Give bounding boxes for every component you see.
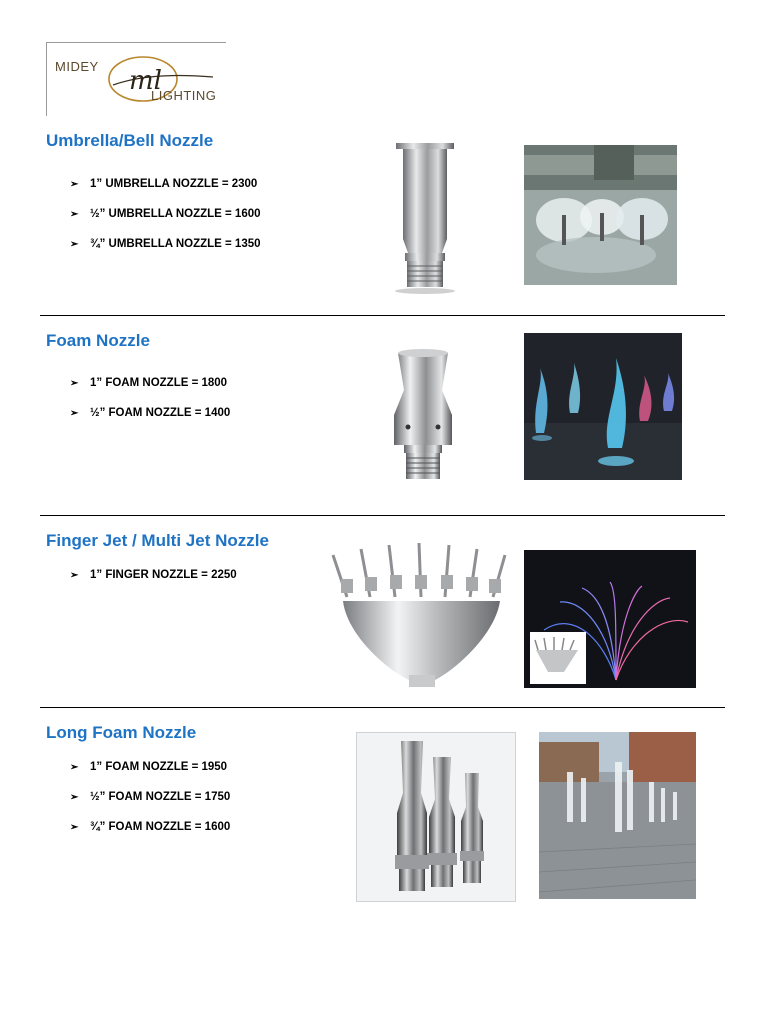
item-text: ½” UMBRELLA NOZZLE = 1600 [90,208,261,220]
company-logo [46,42,226,116]
item-text: ½” FOAM NOZZLE = 1400 [90,407,231,419]
bullet-arrow-icon: ➢ [70,378,79,389]
logo-word-left: MIDEY [55,59,99,74]
list-item [70,377,230,407]
item-text: 1” FOAM NOZZLE = 1950 [90,761,228,773]
price-list-foam [70,377,230,437]
item-text: ¾” UMBRELLA NOZZLE = 1350 [90,238,261,250]
list-item [70,569,237,599]
section-divider [40,315,725,316]
section-heading-umbrella: Umbrella/Bell Nozzle [46,131,214,150]
bullet-arrow-icon: ➢ [70,209,79,220]
section-divider [40,515,725,516]
bullet-arrow-icon: ➢ [70,179,79,190]
list-item [70,238,261,268]
item-text: ½” FOAM NOZZLE = 1750 [90,791,231,803]
section-divider [40,707,725,708]
bullet-arrow-icon: ➢ [70,570,79,581]
list-item [70,407,230,437]
foam-nozzle-photo [350,335,495,495]
section-heading-foam: Foam Nozzle [46,331,150,350]
list-item [70,208,261,238]
item-text: 1” FINGER NOZZLE = 2250 [90,569,237,581]
bullet-arrow-icon: ➢ [70,792,79,803]
umbrella-fountain-photo [524,145,677,285]
bullet-arrow-icon: ➢ [70,408,79,419]
plaza-fountain-photo [539,732,696,899]
section-heading-long-foam: Long Foam Nozzle [46,723,197,742]
section-heading-finger-jet: Finger Jet / Multi Jet Nozzle [46,531,269,550]
svg-text:ml: ml [129,66,162,96]
price-list-finger-jet [70,569,237,599]
umbrella-nozzle-photo [350,135,500,300]
bullet-arrow-icon: ➢ [70,762,79,773]
price-list-umbrella [70,178,261,268]
price-list-long-foam [70,761,230,851]
item-text: ¾” FOAM NOZZLE = 1600 [90,821,231,833]
logo-word-right: LIGHTING [151,88,217,103]
finger-jet-nozzle-photo [325,535,515,693]
long-foam-nozzles-photo [356,732,516,902]
bullet-arrow-icon: ➢ [70,822,79,833]
list-item [70,761,230,791]
item-text: 1” FOAM NOZZLE = 1800 [90,377,228,389]
foam-fountain-photo [524,333,682,480]
bullet-arrow-icon: ➢ [70,239,79,250]
item-text: 1” UMBRELLA NOZZLE = 2300 [90,178,258,190]
list-item [70,791,230,821]
list-item [70,821,230,851]
list-item [70,178,261,208]
fan-fountain-photo [524,550,696,688]
